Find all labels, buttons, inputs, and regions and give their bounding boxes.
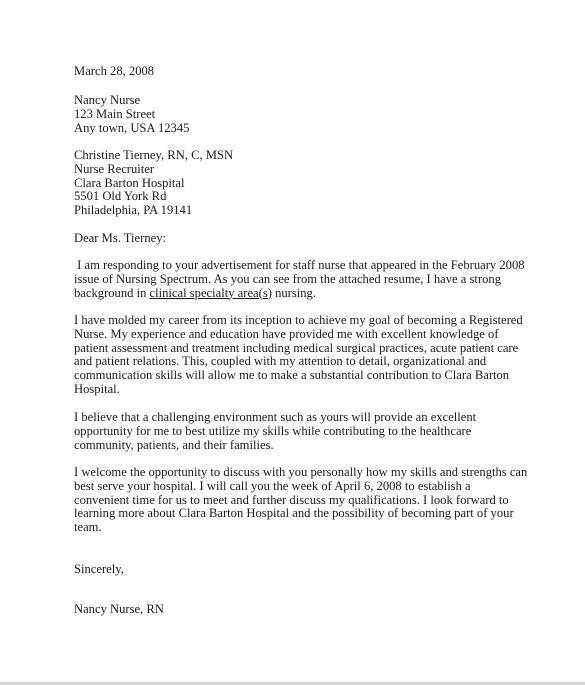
closing <box>74 563 522 577</box>
paragraph-1-line <box>74 287 522 301</box>
paragraph-4-line: learning more about Clara Barton Hospital and the possibility of becoming part of your <box>74 506 514 521</box>
paragraph-1 <box>74 258 525 300</box>
paragraph-2-line: communication skills will allow me to make a substantial contribution to Clara Barton <box>74 368 510 383</box>
paragraph-4-line: team. <box>74 520 102 535</box>
recipient-organization: Clara Barton Hospital <box>74 175 185 190</box>
paragraph-4-line: I welcome the opportunity to discuss with you personally how my skills and strengths can <box>74 465 528 479</box>
paragraph-3-line: community, patients, and their families. <box>74 437 274 452</box>
sender-street: 123 Main Street <box>74 106 156 121</box>
closing-text: Sincerely, <box>74 562 124 576</box>
paragraph-4-line: convenient time for us to meet and further discuss my qualifications. I look forward to <box>74 492 509 507</box>
paragraph-2-line: Nurse. My experience and education have provided me with excellent knowledge of <box>74 326 499 341</box>
paragraph-2-line: and patient relations. This, coupled with my attention to detail, organizational and <box>74 354 487 369</box>
signature-text: Nancy Nurse, RN <box>74 602 164 616</box>
recipient-city: Philadelphia, PA 19141 <box>74 203 193 218</box>
sender-city: Any town, USA 12345 <box>74 120 190 135</box>
recipient-title: Nurse Recruiter <box>74 161 155 176</box>
recipient-name: Christine Tierney, RN, C, MSN <box>74 148 234 162</box>
paragraph-3-line: opportunity for me to best utilize my skills while contributing to the healthcare <box>74 423 472 438</box>
salutation-text: Dear Ms. Tierney: <box>74 231 166 245</box>
paragraph-4 <box>74 465 528 535</box>
paragraph-2-line: I have molded my career from its inception to achieve my goal of becoming a Registered <box>74 313 523 327</box>
sender-address <box>74 94 522 135</box>
signature <box>74 603 522 617</box>
paragraph-1-line: issue of Nursing Spectrum. As you can see from the attached resume, I have a strong <box>74 271 502 286</box>
paragraph-1-line3-prefix: background in <box>74 285 150 300</box>
recipient-street: 5501 Old York Rd <box>74 189 167 204</box>
sender-name: Nancy Nurse <box>74 93 141 107</box>
clinical-specialty-placeholder: clinical specialty area(s) <box>149 285 272 300</box>
paragraph-1-line3-suffix: nursing. <box>271 285 316 300</box>
paragraph-1-line: I am responding to your advertisement for staff nurse that appeared in the February 2008 <box>74 258 525 272</box>
salutation <box>74 232 522 246</box>
paragraph-2-line: Hospital. <box>74 381 120 396</box>
letter-date <box>74 65 522 79</box>
paragraph-4-line: best serve your hospital. I will call you the week of April 6, 2008 to establish a <box>74 478 471 493</box>
date-text: March 28, 2008 <box>74 64 155 78</box>
recipient-address <box>74 149 522 218</box>
paragraph-3 <box>74 411 522 452</box>
paragraph-2-line: patient assessment and treatment including medical surgical practices, acute patient care <box>74 340 519 355</box>
paragraph-3-line: I believe that a challenging environment such as yours will provide an excellent <box>74 410 477 424</box>
paragraph-2 <box>74 314 522 397</box>
